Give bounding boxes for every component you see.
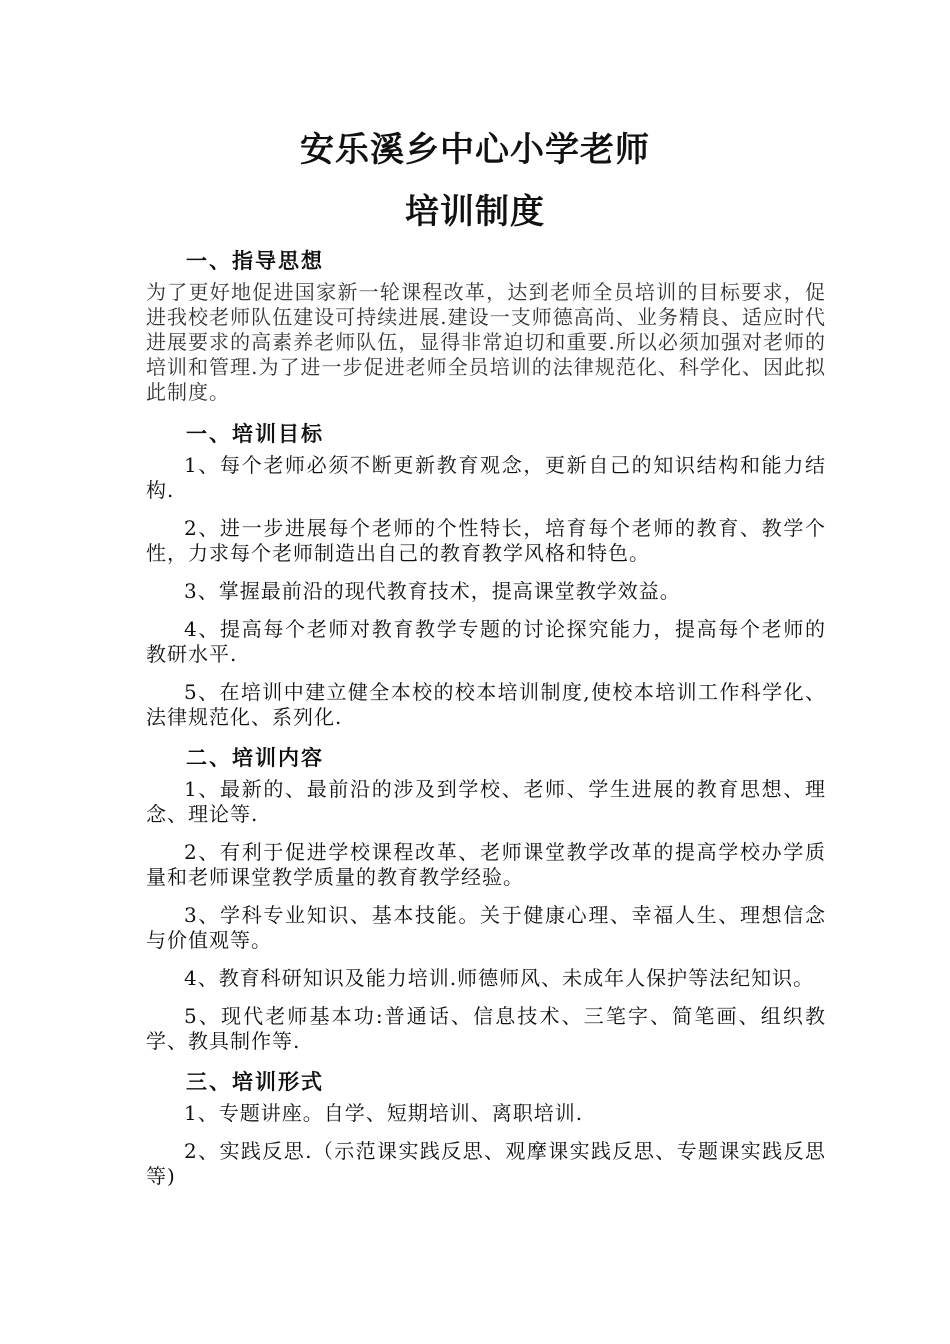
form-item-2: 2、实践反思.（示范课实践反思、观摩课实践反思、专题课实践反思等) [146, 1139, 826, 1188]
goal-item-1: 1、每个老师必须不断更新教育观念，更新自己的知识结构和能力结构. [146, 453, 826, 502]
section-heading: 三、培训形式 [186, 1070, 324, 1094]
content-item-4: 4、教育科研知识及能力培训.师德师风、未成年人保护等法纪知识。 [184, 966, 815, 990]
content-item-1: 1、最新的、最前沿的涉及到学校、老师、学生进展的教育思想、理念、理论等. [146, 777, 826, 826]
content-item-3: 3、学科专业知识、基本技能。关于健康心理、幸福人生、理想信念与价值观等。 [146, 903, 826, 952]
section-training-goals [146, 419, 826, 730]
section-heading: 一、指导思想 [186, 249, 324, 273]
form-item-1: 1、专题讲座。自学、短期培训、离职培训. [184, 1101, 584, 1125]
goal-item-4: 4、提高每个老师对教育教学专题的讨论探究能力，提高每个老师的教研水平. [146, 617, 826, 666]
section-guiding-ideology [146, 246, 826, 405]
goal-item-3: 3、掌握最前沿的现代教育技术，提高课堂教学效益。 [184, 579, 681, 603]
document-body [146, 246, 826, 1202]
goal-item-5: 5、在培训中建立健全本校的校本培训制度,使校本培训工作科学化、法律规范化、系列化. [146, 680, 826, 729]
document-title-line2: 培训制度 [405, 192, 545, 232]
section-training-forms [146, 1067, 826, 1189]
section-heading: 一、培训目标 [186, 422, 324, 446]
section-paragraph: 为了更好地促进国家新一轮课程改革，达到老师全员培训的目标要求，促进我校老师队伍建设可持续进展.建设一支师德高尚、业务精良、适应时代进展要求的高素养老师队伍，显得非常迫切和重要.所以必须加强对老师的培训和管理.为了进一步促进老师全员培训的法律规范化、科学化、因此拟此制度。 [146, 280, 826, 404]
section-heading: 二、培训内容 [186, 746, 324, 770]
goal-item-2: 2、进一步进展每个老师的个性特长，培育每个老师的教育、教学个性，力求每个老师制造出自己的教育教学风格和特色。 [146, 516, 826, 565]
document-title-line1: 安乐溪乡中心小学老师 [300, 130, 650, 170]
content-item-2: 2、有利于促进学校课程改革、老师课堂教学改革的提高学校办学质量和老师课堂教学质量的教育教学经验。 [146, 840, 826, 889]
content-item-5: 5、现代老师基本功:普通话、信息技术、三笔字、简笔画、组织教学、教具制作等. [146, 1004, 826, 1053]
section-training-content [146, 743, 826, 1054]
